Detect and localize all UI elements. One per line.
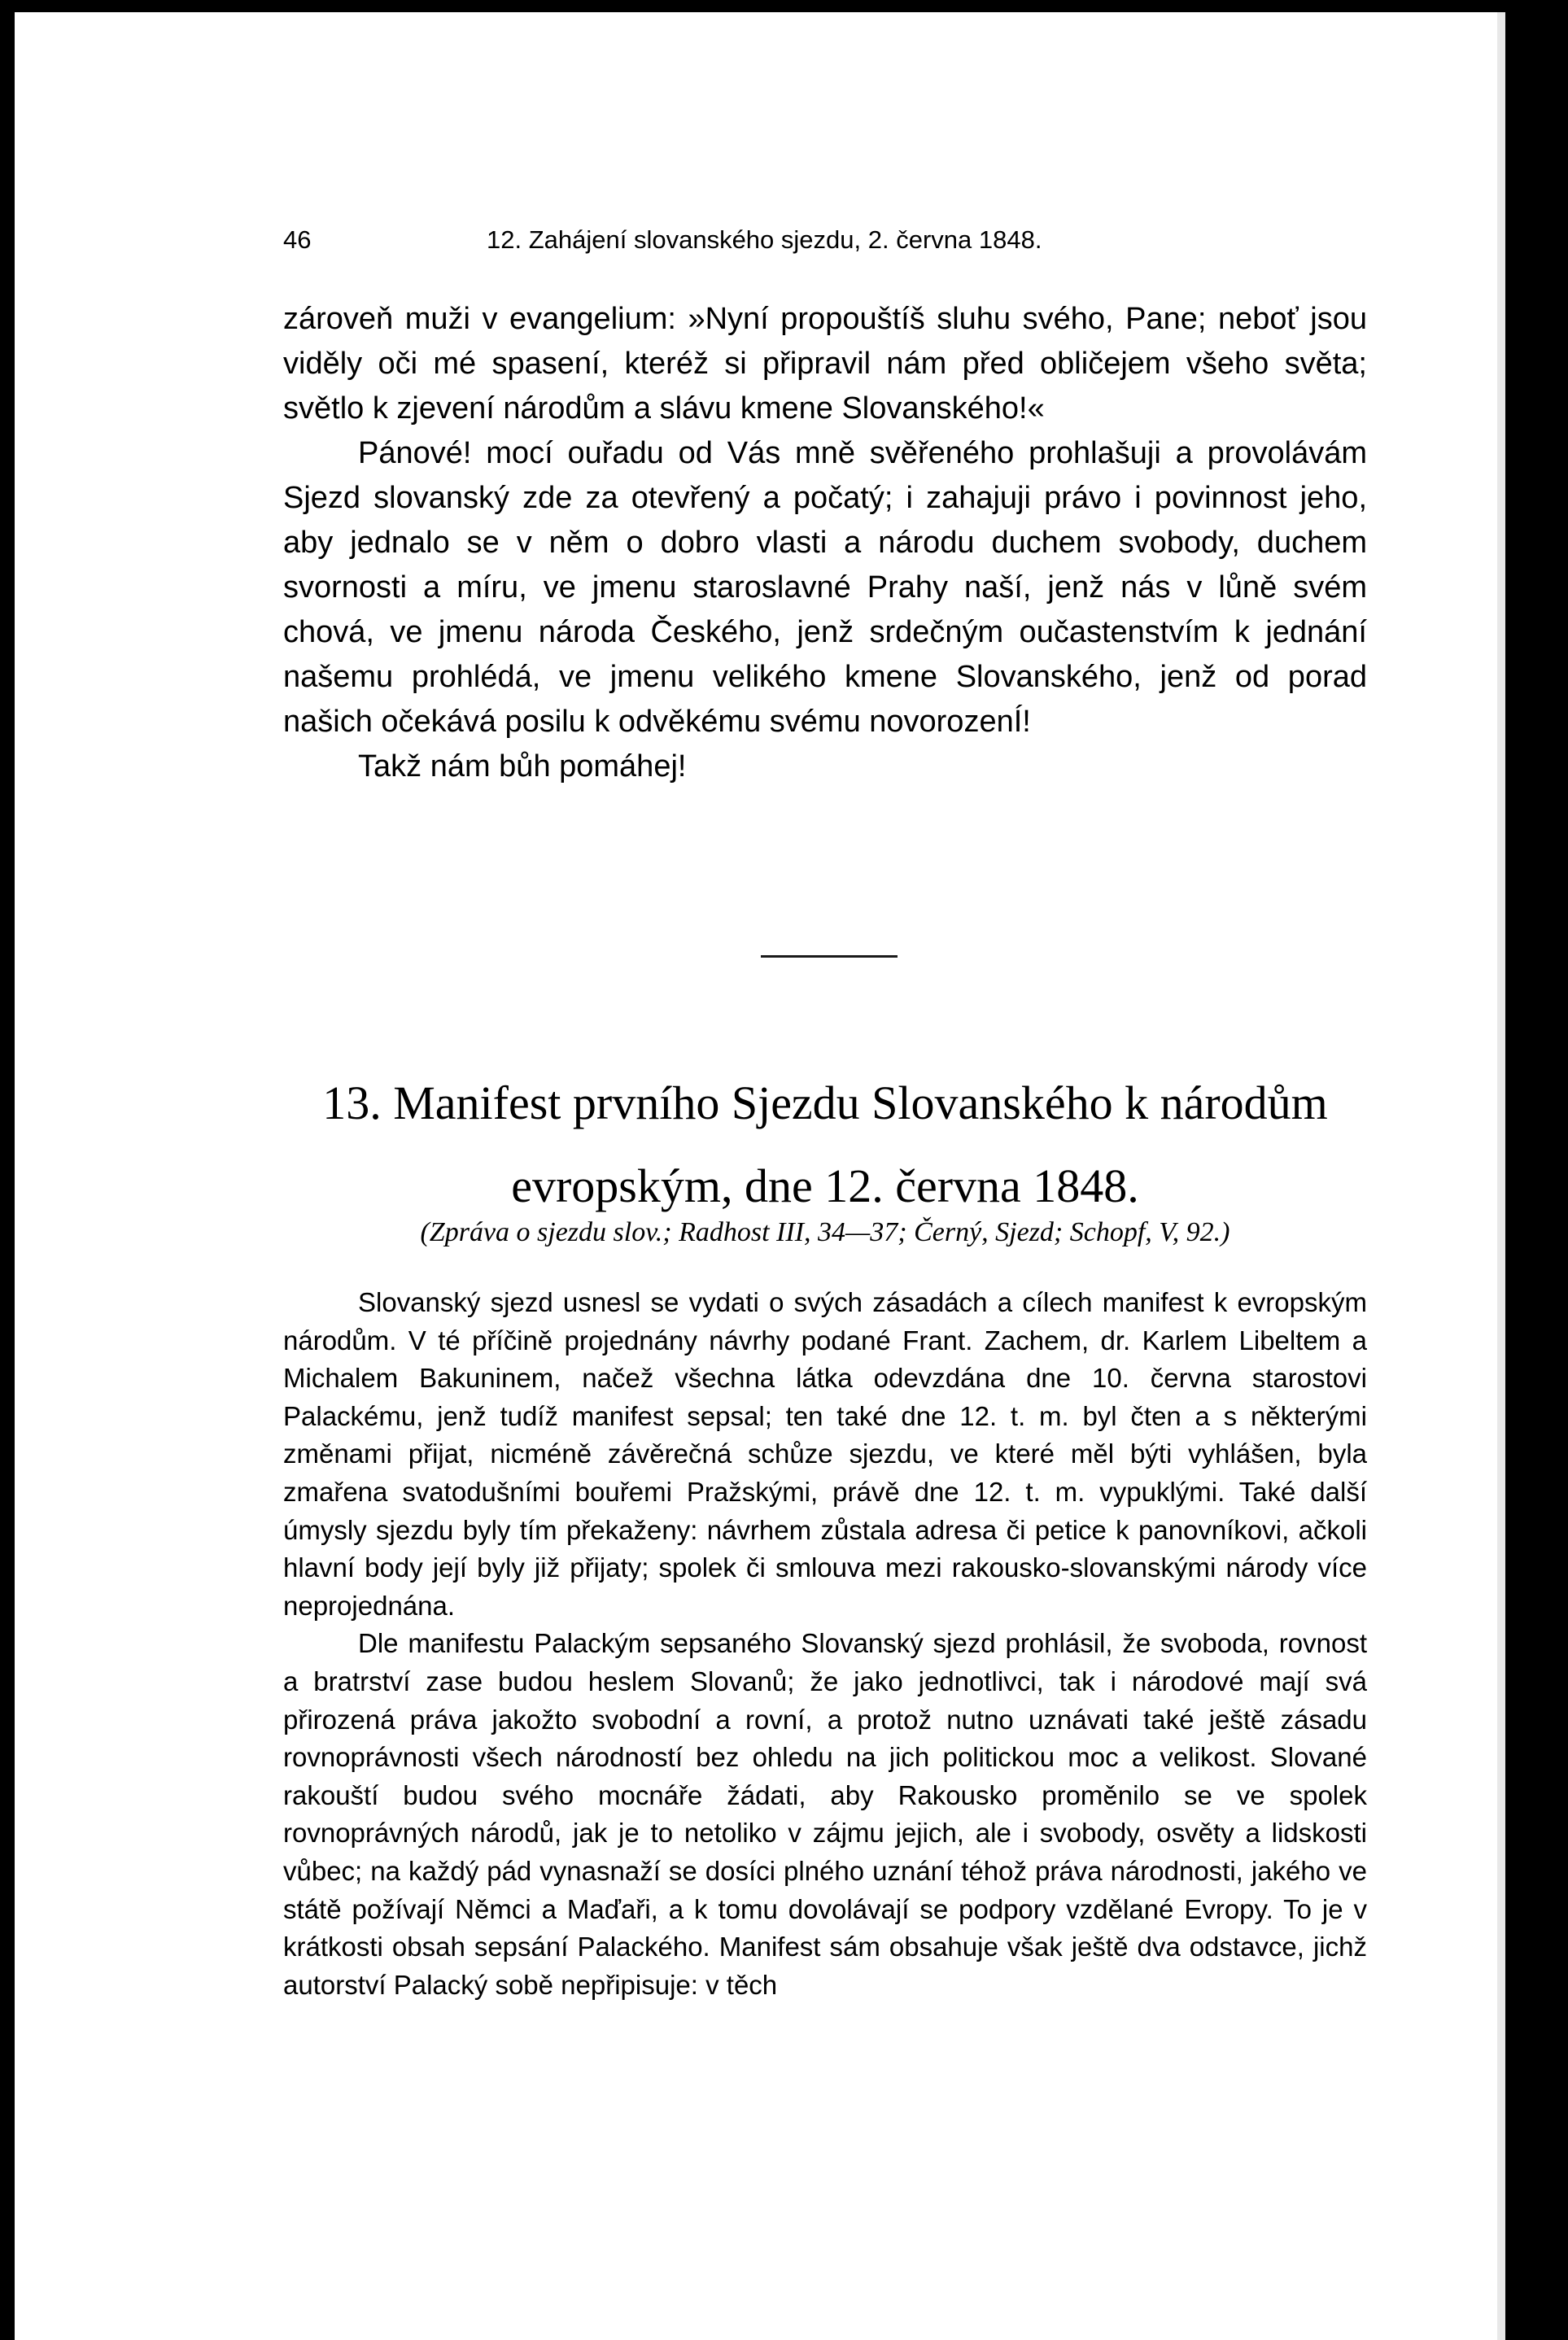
running-head [283, 220, 1367, 260]
paragraph: Pánové! mocí ouřadu od Vás mně svěřeného prohlašuji a provolávám Sjezd slovanský zde za otevřený a počatý; i zahajuji právo i povinnost jeho, aby jednalo se v něm o dobro vlasti a národu duchem svobody, duchem svornosti a míru, ve jmenu staroslavné Prahy naší, jenž nás v lůně svém chová, ve jmenu národa Českého, jenž srdečným oučastenstvím k jednání našemu prohlédá, ve jmenu velikého kmene Slovanského, jenž od porad našich očekává posilu k odvěkému svému novorozenÍ! [283, 436, 1367, 739]
section-12-continuation [283, 297, 1367, 789]
paragraph: Slovanský sjezd usnesl se vydati o svých zásadách a cílech manifest k evropským národům. V té příčině projednány návrhy podané Frant. Zachem, dr. Karlem Libeltem a Michalem Bakuninem, načež všechna látka odevzdána dne 10. června starostovi Palackému, jenž tudíž manifest sepsal; ten také dne 12. t. m. byl čten a s některými změnami přijat, nicméně závěrečná schůze sjezdu, ve které měl býti vyhlášen, byla zmařena svatodušními bouřemi Pražskými, právě dne 12. t. m. vypuklými. Také další úmysly sjezdu byly tím překaženy: návrhem zůstala adresa či petice k panovníkovi, ačkoli hlavní body její byly již přijaty; spolek či smlouva mezi rakousko-slovanskými národy více neprojednána. [283, 1287, 1367, 1621]
section-13-body [283, 1284, 1367, 2004]
paragraph: Takž nám bůh pomáhej! [358, 749, 687, 784]
source-note: (Zpráva o sjezdu slov.; Radhost III, 34—37; Černý, Sjezd; Schopf, V, 92.) [420, 1217, 1230, 1247]
section-heading [283, 1062, 1367, 1228]
running-title: 12. Zahájení slovanského sjezdu, 2. června 1848. [487, 225, 1042, 254]
heading-line: 13. Manifest prvního Sjezdu Slovanského k národům [322, 1076, 1328, 1129]
paragraph: zároveň muži v evangelium: »Nyní propouštíš sluhu svého, Pane; neboť jsou viděly oči mé spasení, kteréž si připravil nám před obličejem všeho světa; světlo k zjevení národům a slávu kmene Slovanského!« [283, 302, 1367, 426]
paragraph: Dle manifestu Palackým sepsaného Slovanský sjezd prohlásil, že svoboda, rovnost a bratrství zase budou heslem Slovanů; že jako jednotlivci, tak i národové mají svá přirozená práva jakožto svobodní a rovní, a protož nutno uznávati také ještě zásadu rovnoprávnosti všech národností bez ohledu na jich politickou moc a velikost. Slované rakouští budou svého mocnáře žádati, aby Rakousko proměnilo se ve spolek rovnoprávných národů, jak je to netoliko v zájmu jejich, ale i svobody, osvěty a lidskosti vůbec; na každý pád vynasnaží se dosíci plného uznání téhož práva národnosti, jakého ve státě požívají Němci a Maďaři, a k tomu dovolávají se podpory vzdělané Evropy. To je v krátkosti obsah sepsání Palackého. Manifest sám obsahuje však ještě dva odstavce, jichž autorství Palacký sobě nepřipisuje: v těch [283, 1628, 1367, 2000]
page-edge [1497, 12, 1505, 2340]
section-divider [761, 955, 898, 958]
heading-line: evropským, dne 12. června 1848. [511, 1159, 1139, 1212]
page-number: 46 [283, 225, 312, 254]
